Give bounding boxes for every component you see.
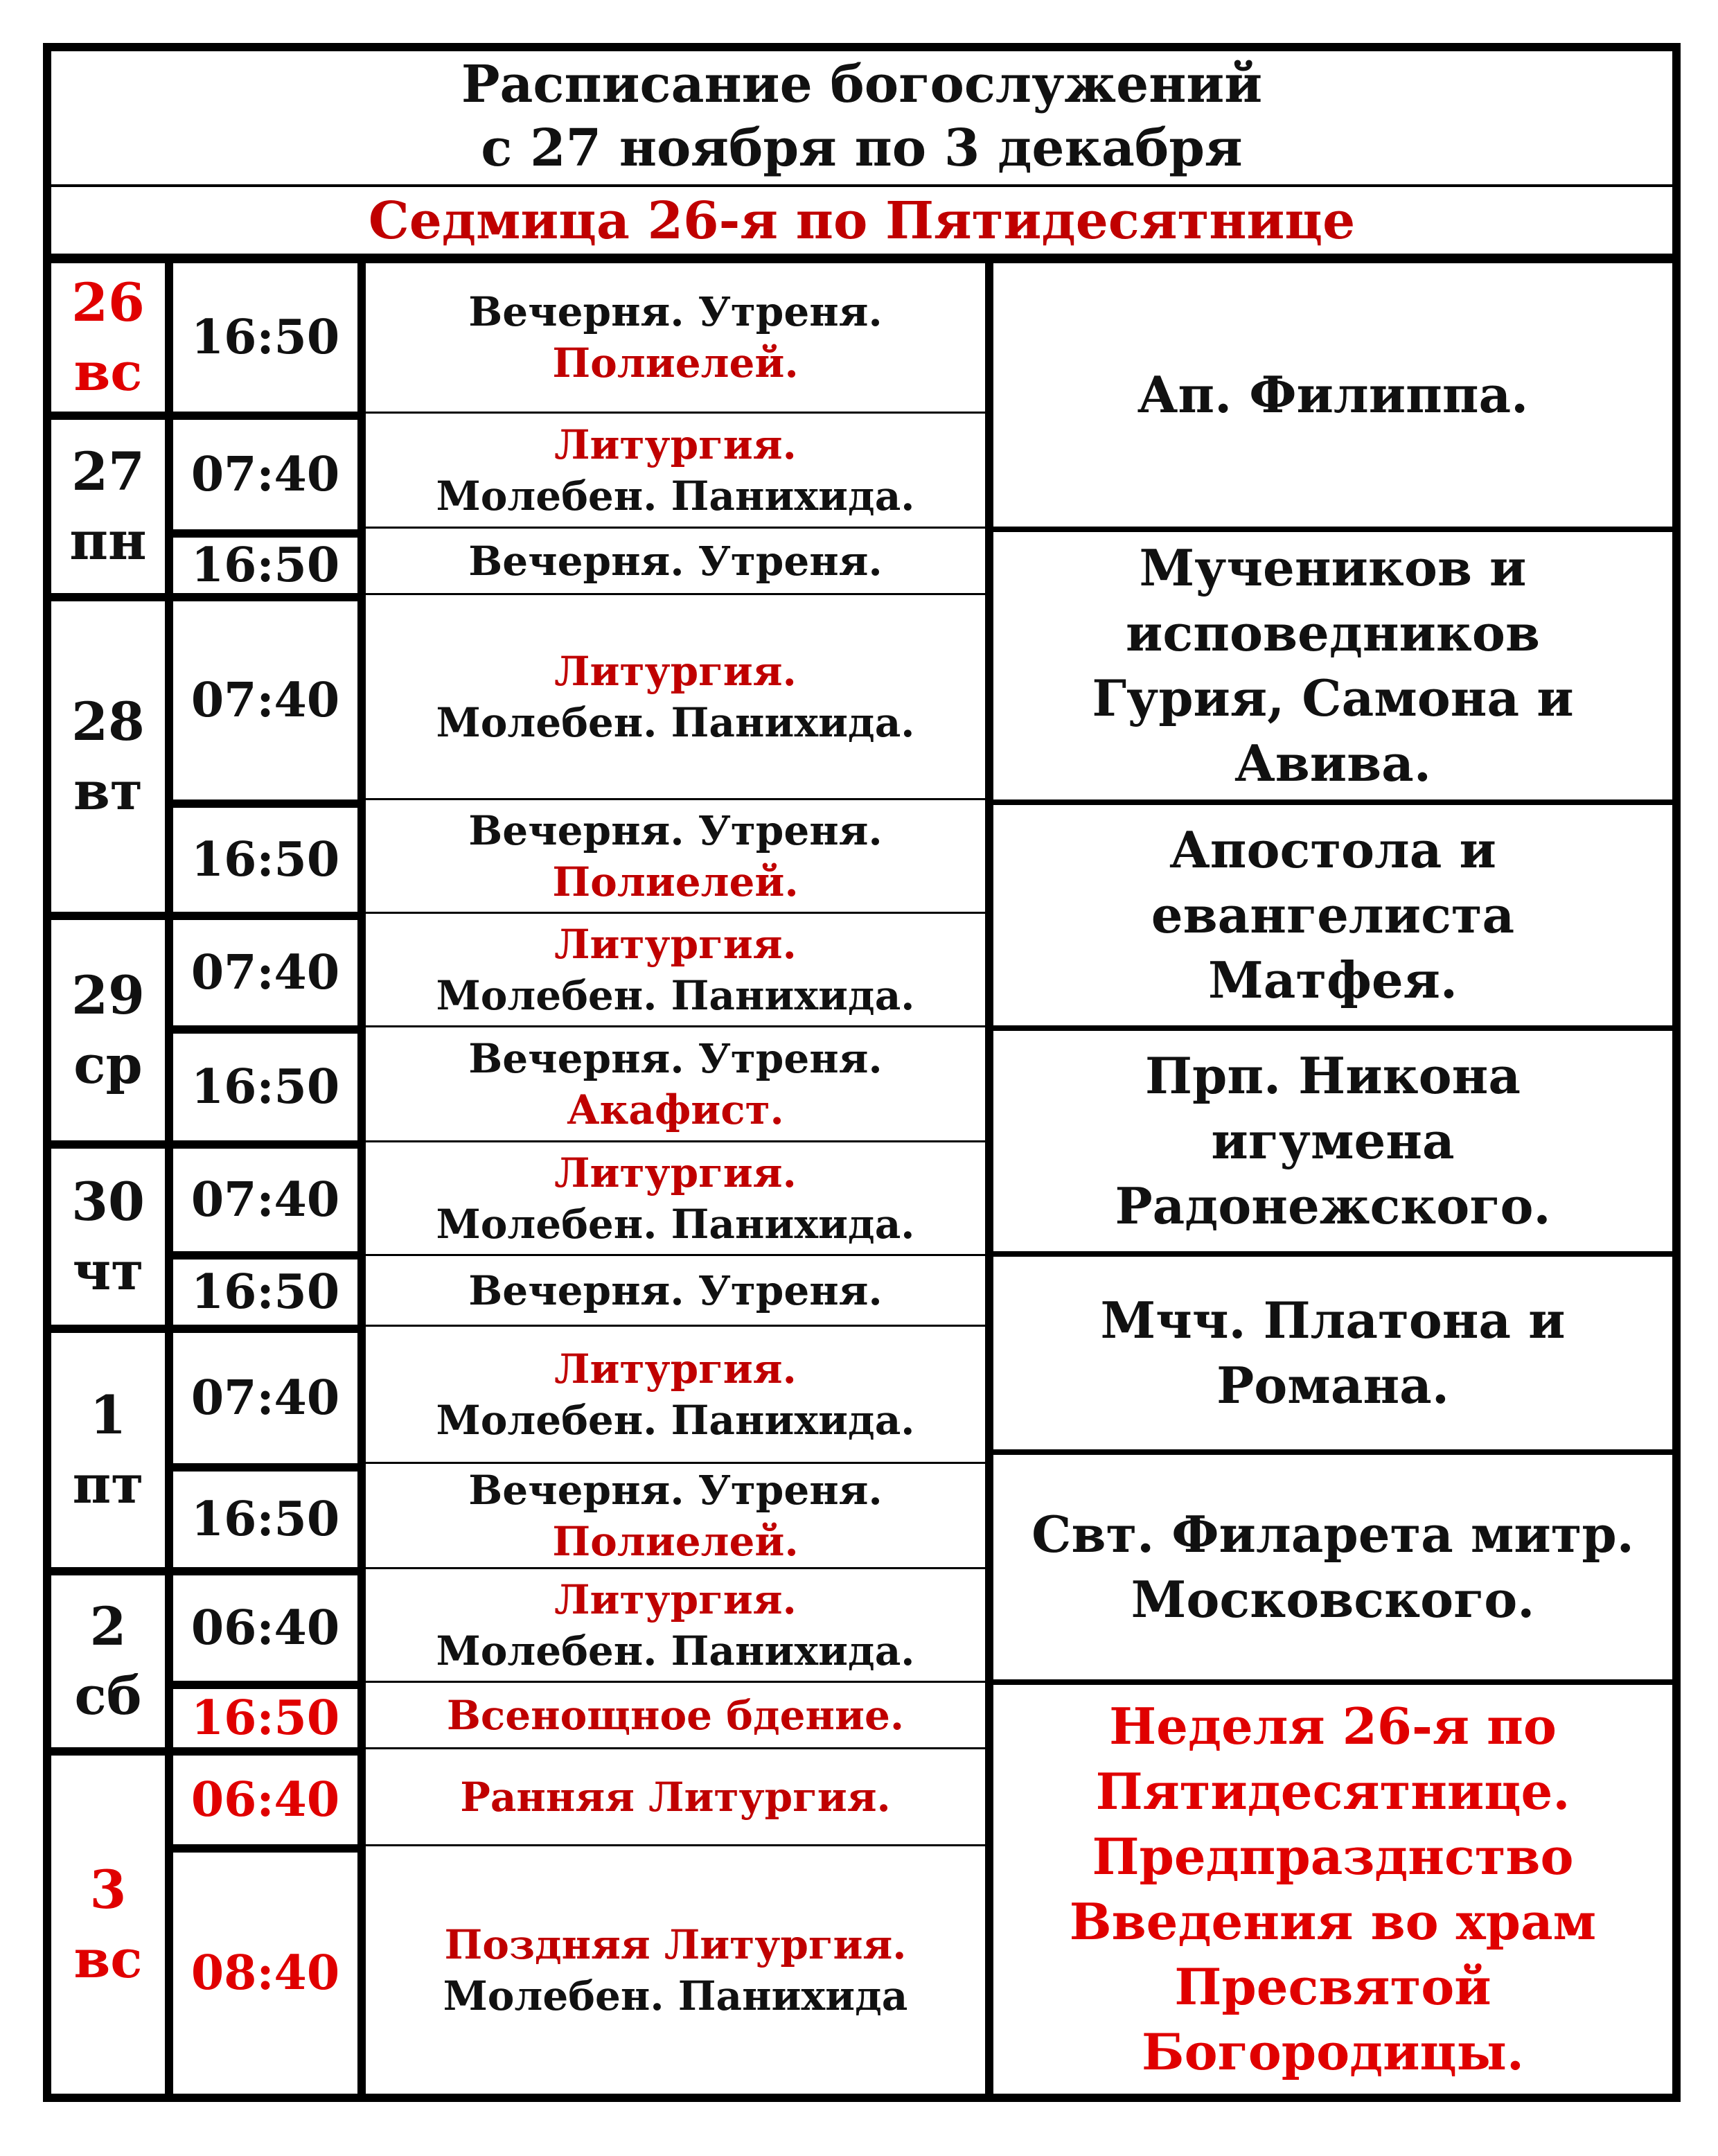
saint-cell [993,263,1672,527]
saint-line: исповедников [1126,603,1540,662]
day-cell [51,1756,165,2094]
saint-line: Апостола и [1169,820,1496,879]
service-name: Поздняя Литургия. [444,1920,907,1968]
saint-line: евангелиста [1151,885,1515,944]
service-time: 16:50 [191,538,340,593]
saint-line: игумена [1211,1111,1455,1170]
service-time: 16:50 [191,832,340,887]
day-of-week: ср [73,1034,143,1095]
schedule-title [43,43,1681,190]
service-name: Вечерня. Утреня. [468,1466,883,1514]
saint-sep [993,1251,1672,1257]
day-of-week: вс [73,1928,143,1990]
day-sep [43,1747,366,1756]
service-cell [366,1142,985,1254]
saint-line: Матфея. [1208,951,1458,1009]
service-time: 07:40 [191,945,340,1000]
time-sep [165,799,366,808]
service-note: Молебен. Панихида [443,1972,908,2020]
service-cell [366,1027,985,1140]
service-cell [366,800,985,912]
saint-line: Мучеников и [1139,538,1527,597]
day-cell [51,1149,165,1325]
service-time: 16:50 [191,1492,340,1547]
day-number: 26 [71,272,145,333]
saint-line: Предпразднство [1092,1827,1574,1886]
service-note: Молебен. Панихида. [436,1200,915,1248]
service-cell [366,1846,985,2094]
service-note: Молебен. Панихида. [436,971,915,1019]
saint-line: Романа. [1216,1356,1449,1415]
saint-line: Введения во храм [1069,1892,1597,1951]
saint-line: Радонежского. [1115,1176,1551,1235]
time-sep [165,1463,366,1472]
time-sep [165,1251,366,1260]
service-cell [366,595,985,798]
day-of-week: вс [73,341,143,403]
saint-sep [993,1025,1672,1031]
service-time: 07:40 [191,447,340,502]
saint-cell [993,1031,1672,1251]
service-name: Литургия. [554,1575,797,1623]
time-sep [165,529,366,538]
saint-cell [993,1455,1672,1679]
service-note: Молебен. Панихида. [436,472,915,520]
day-sep [43,912,366,920]
service-note: Молебен. Панихида. [436,1627,915,1675]
service-name: Вечерня. Утреня. [468,1034,883,1082]
service-cell [366,1683,985,1747]
day-sep [43,412,366,420]
service-name: Вечерня. Утреня. [468,1266,883,1314]
service-name: Всенощное бдение. [446,1691,905,1739]
day-cell [51,263,165,412]
saint-line: Пресвятой [1174,1957,1491,2016]
day-sep [43,1325,366,1333]
day-of-week: вт [73,760,143,822]
day-cell [51,601,165,912]
service-cell [366,914,985,1025]
service-cell [366,414,985,527]
day-cell [51,1575,165,1747]
service-time: 16:50 [191,1264,340,1320]
day-number: 27 [71,441,145,502]
day-of-week: сб [74,1665,142,1726]
day-sep [43,1567,366,1575]
saint-line: Прп. Никона [1145,1046,1521,1105]
service-cell [366,1464,985,1567]
day-of-week: чт [72,1240,144,1302]
service-name: Литургия. [554,1345,797,1393]
service-name: Вечерня. Утреня. [468,537,883,585]
service-cell [366,1749,985,1844]
saint-sep [993,799,1672,805]
saint-cell [993,805,1672,1025]
service-name: Литургия. [554,1149,797,1196]
service-name: Литургия. [554,421,797,468]
service-name: Вечерня. Утреня. [468,288,883,335]
day-cell [51,420,165,593]
service-time: 16:50 [191,310,340,365]
header-divider [43,184,1681,187]
day-cell [51,1333,165,1567]
saint-line: Московского. [1131,1570,1535,1629]
service-name: Вечерня. Утреня. [468,806,883,854]
service-note: Молебен. Панихида. [436,698,915,746]
saint-line: Ап. Филиппа. [1137,365,1529,424]
saint-line: Неделя 26-я по [1109,1697,1557,1756]
service-time: 07:40 [191,1172,340,1228]
service-cell [366,263,985,412]
time-sep [165,1025,366,1034]
day-sep [43,593,366,601]
title-line-2: с 27 ноября по 3 декабря [481,118,1243,178]
saint-line: Мчч. Платона и [1100,1291,1566,1350]
service-cell [366,1327,985,1462]
service-cell [366,1569,985,1681]
saint-sep [993,527,1672,532]
service-time: 06:40 [191,1772,340,1828]
service-note: Полиелей. [552,1517,799,1565]
day-sep [43,1140,366,1149]
saint-line: Гурия, Самона и [1092,669,1574,727]
day-of-week: пн [69,510,147,572]
service-time: 16:50 [191,1059,340,1115]
day-cell [51,920,165,1140]
service-time: 08:40 [191,1945,340,2001]
title-line-1: Расписание богослужений [461,55,1263,114]
service-time: 07:40 [191,673,340,728]
saint-sep [993,1679,1672,1685]
service-note: Акафист. [567,1086,784,1133]
service-cell [366,529,985,593]
saint-line: Свт. Филарета митр. [1031,1505,1634,1564]
saint-sep [993,1449,1672,1455]
service-name: Литургия. [554,647,797,695]
saint-line: Авива. [1234,734,1431,793]
subtitle-divider [43,254,1681,263]
service-name: Литургия. [554,920,797,968]
week-heading: Седмица 26-я по Пятидесятнице [368,191,1356,251]
saint-line: Пятидесятнице. [1095,1762,1570,1821]
time-sep [165,1844,366,1853]
day-number: 3 [89,1859,127,1920]
saint-cell [993,532,1672,799]
day-number: 29 [71,964,145,1026]
day-number: 28 [71,691,145,752]
service-time: 07:40 [191,1370,340,1426]
service-note: Молебен. Панихида. [436,1396,915,1444]
saint-cell [993,1257,1672,1449]
service-name: Ранняя Литургия. [460,1773,891,1821]
day-number: 1 [89,1384,127,1446]
time-sep [165,1681,366,1689]
saint-line: Богородицы. [1142,2022,1524,2081]
service-note: Полиелей. [552,858,799,905]
day-number: 2 [89,1596,127,1657]
day-of-week: пт [72,1453,144,1515]
saint-cell [993,1685,1672,2094]
service-cell [366,1256,985,1325]
service-time: 06:40 [191,1600,340,1656]
service-time: 16:50 [191,1690,340,1746]
service-note: Полиелей. [552,339,799,387]
day-number: 30 [71,1171,145,1232]
col-divider-service [985,260,993,2102]
